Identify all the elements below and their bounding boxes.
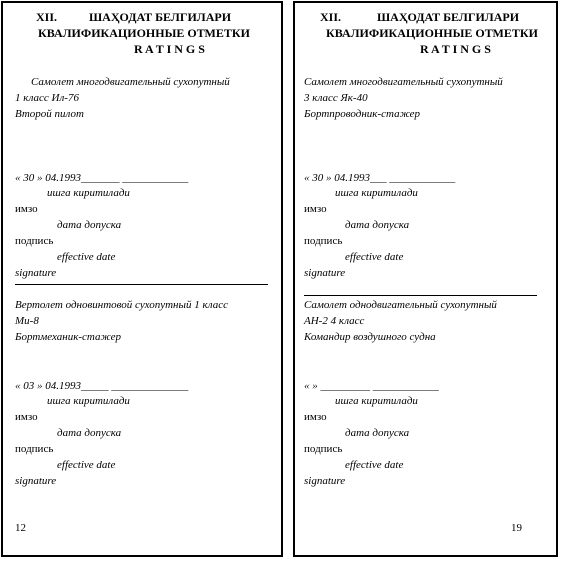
label-en-signature: signature (15, 267, 57, 279)
rating-position: Командир воздушного судна (304, 331, 436, 343)
label-en-effective: effective date (345, 459, 404, 471)
label-ru-signature: подпись (304, 443, 343, 455)
rating-date-line: « » _________ ____________ (304, 380, 439, 392)
heading-title-en: R A T I N G S (134, 42, 205, 56)
label-en-effective: effective date (345, 251, 404, 263)
label-uz-signature: имзо (304, 411, 327, 423)
label-en-signature: signature (304, 475, 346, 487)
rating-class: 3 класс Як-40 (304, 92, 368, 104)
label-ru-signature: подпись (15, 443, 54, 455)
divider (304, 295, 537, 296)
label-uz-effective: ишга киритилади (335, 187, 418, 199)
label-ru-effective: дата допуска (345, 427, 410, 439)
rating-aircraft-type: Самолет многодвигательный сухопутный (31, 76, 230, 88)
label-uz-signature: имзо (15, 203, 38, 215)
rating-class: 1 класс Ил-76 (15, 92, 79, 104)
rating-position: Бортпроводник-стажер (304, 108, 421, 120)
rating-date-line: « 30 » 04.1993___ ____________ (304, 172, 456, 184)
section-number: XII. (320, 10, 342, 24)
label-en-signature: signature (15, 475, 57, 487)
page-number: 12 (15, 522, 26, 534)
rating-position: Бортмеханик-стажер (15, 331, 121, 343)
rating-aircraft-type: Самолет многодвигательный сухопутный (304, 76, 503, 88)
rating-class: Ми-8 (15, 315, 39, 327)
rating-class: АН-2 4 класс (304, 315, 365, 327)
section-number: XII. (36, 10, 58, 24)
heading-title-uz: ШАҲОДАТ БЕЛГИЛАРИ (377, 10, 520, 24)
heading-title-uz: ШАҲОДАТ БЕЛГИЛАРИ (89, 10, 232, 24)
label-uz-effective: ишга киритилади (47, 187, 130, 199)
right-page (293, 1, 558, 557)
label-ru-signature: подпись (304, 235, 343, 247)
label-uz-effective: ишга киритилади (47, 395, 130, 407)
label-uz-signature: имзо (304, 203, 327, 215)
left-page (1, 1, 283, 557)
label-en-signature: signature (304, 267, 346, 279)
label-ru-effective: дата допуска (57, 427, 122, 439)
rating-position: Второй пилот (15, 108, 84, 120)
label-ru-signature: подпись (15, 235, 54, 247)
label-ru-effective: дата допуска (345, 219, 410, 231)
rating-date-line: « 30 » 04.1993_______ ____________ (15, 172, 189, 184)
page-number: 19 (511, 522, 522, 534)
heading-title-ru: КВАЛИФИКАЦИОННЫЕ ОТМЕТКИ (326, 26, 538, 40)
rating-aircraft-type: Вертолет одновинтовой сухопутный 1 класс (15, 299, 229, 311)
label-en-effective: effective date (57, 459, 116, 471)
heading-title-en: R A T I N G S (420, 42, 491, 56)
label-uz-effective: ишга киритилади (335, 395, 418, 407)
label-en-effective: effective date (57, 251, 116, 263)
rating-aircraft-type: Самолет однодвигательный сухопутный (304, 299, 497, 311)
rating-date-line: « 03 » 04.1993_____ ______________ (15, 380, 189, 392)
divider (15, 284, 268, 285)
label-uz-signature: имзо (15, 411, 38, 423)
label-ru-effective: дата допуска (57, 219, 122, 231)
heading-title-ru: КВАЛИФИКАЦИОННЫЕ ОТМЕТКИ (38, 26, 250, 40)
